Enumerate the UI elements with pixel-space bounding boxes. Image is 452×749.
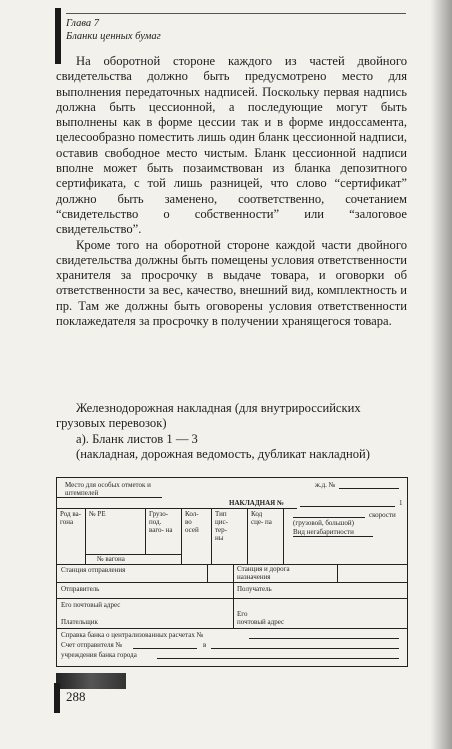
caption-line-2: а). Бланк листов 1 — 3: [76, 431, 198, 446]
sender-account-line: [133, 648, 197, 649]
grid-v5: [247, 508, 248, 564]
footer-rule: [54, 683, 60, 713]
special-marks-label: Место для особых отметок и штемпелей: [65, 481, 151, 497]
bank-city-label: учреждения банка города: [61, 651, 137, 659]
v-label: в: [203, 641, 207, 649]
postal-address-label: Его почтовый адрес: [61, 601, 121, 609]
grid-v1: [85, 508, 86, 564]
v-line: [211, 648, 399, 649]
negabarit-line: [293, 536, 373, 537]
zhd-no-line: [339, 488, 399, 489]
grid-v3: [181, 508, 182, 564]
page-number: 288: [66, 689, 86, 704]
nakladnaya-line: [300, 506, 395, 507]
his-label: Его: [237, 610, 248, 618]
row-v1: [207, 564, 208, 582]
col-kod-tsepa: Код сце- па: [251, 510, 272, 526]
wagon-no-label: № вагона: [97, 555, 125, 563]
sender-account-label: Счет отправителя №: [61, 641, 123, 649]
marks-underline: [57, 497, 162, 498]
grid-v2: [145, 508, 146, 554]
col-kol-osey: Кол- во осей: [185, 510, 199, 534]
zhd-no-label: ж.д. №: [315, 481, 336, 489]
col-rod-vagona: Род ва- гона: [60, 510, 81, 526]
paragraph-1: На оборотной стороне каждого из частей двойного свидетельства должно быть предусмотрено место для выполнения передаточных надписей. Поскольку первая надпись должна быть цессионной, а последующие могут быть выполнены как в форме цессии так и в форме индоссамента, целесообразно поместить лишь один бланк цессионной надписи, оставив свободное место чистым. Бланк цессионной надписи вполне может быть позаимствован из бланка депозитного сертификата, с той лишь разницей, что слово “сертификат” должно быть заменено, соответственно, сочетанием “свидетельство о собственности” или “залоговое свидетельство”.: [56, 54, 407, 237]
running-header: [66, 17, 161, 43]
chapter-title: Бланки ценных бумаг: [66, 31, 161, 42]
station-from-label: Станция отправления: [61, 566, 126, 574]
bank-ref-line: [249, 638, 399, 639]
footer-decoration: [56, 673, 126, 689]
speed-label: скорости: [369, 511, 396, 519]
body-text: [56, 54, 407, 329]
col-no-pe: № РЕ: [89, 510, 106, 518]
header-line: [66, 13, 406, 14]
row-v2: [233, 564, 234, 628]
grid-v6: [283, 508, 284, 564]
sender-label: Отправитель: [61, 585, 100, 593]
speed-line: [293, 517, 365, 518]
row-line-2: [57, 582, 407, 583]
chapter-label: Глава 7: [66, 18, 99, 29]
station-to-label: Станция и дорога назначения: [237, 565, 290, 581]
row-line-1: [57, 564, 407, 565]
postal-address2-label: почтовый адрес: [237, 618, 285, 626]
negabarit-label: Вид негабаритности: [293, 528, 354, 536]
row-line-4: [57, 628, 407, 629]
row-v3: [337, 564, 338, 582]
payer-label: Плательщик: [61, 618, 98, 626]
paragraph-2: Кроме того на оборотной стороне каждой части двойного свидетельства должны быть помещены условия ответственности хранителя за просрочку в выдаче товара, и оговорки об ответственности за вес, качество, внешний вид, комплектность и пр. Там же должны быть оговорены условия ответственности поклажедателя за просрочку в получении хранящегося товара.: [56, 237, 407, 329]
caption-line-3: (накладная, дорожная ведомость, дубликат накладной): [76, 446, 370, 461]
speed-sub-label: (грузовой, большой): [293, 519, 354, 527]
railway-waybill-form: [56, 477, 408, 667]
nakladnaya-label: НАКЛАДНАЯ №: [229, 499, 285, 507]
bank-ref-label: Справка банка о централизованных расчетах №: [61, 631, 204, 639]
nakladnaya-one: 1: [399, 499, 403, 507]
grid-v4: [211, 508, 212, 564]
binding-shadow: [430, 0, 452, 749]
bank-city-line: [157, 658, 399, 659]
col-gruzopod: Грузо- под. ваго- на: [149, 510, 173, 534]
figure-caption: [56, 401, 407, 462]
caption-line-1: Железнодорожная накладная (для внутрироссийских грузовых перевозок): [56, 401, 361, 431]
receiver-label: Получатель: [237, 585, 272, 593]
row-line-3: [57, 598, 407, 599]
grid-top-line: [57, 508, 297, 509]
col-tip-tsist: Тип цис- тер- ны: [215, 510, 228, 542]
